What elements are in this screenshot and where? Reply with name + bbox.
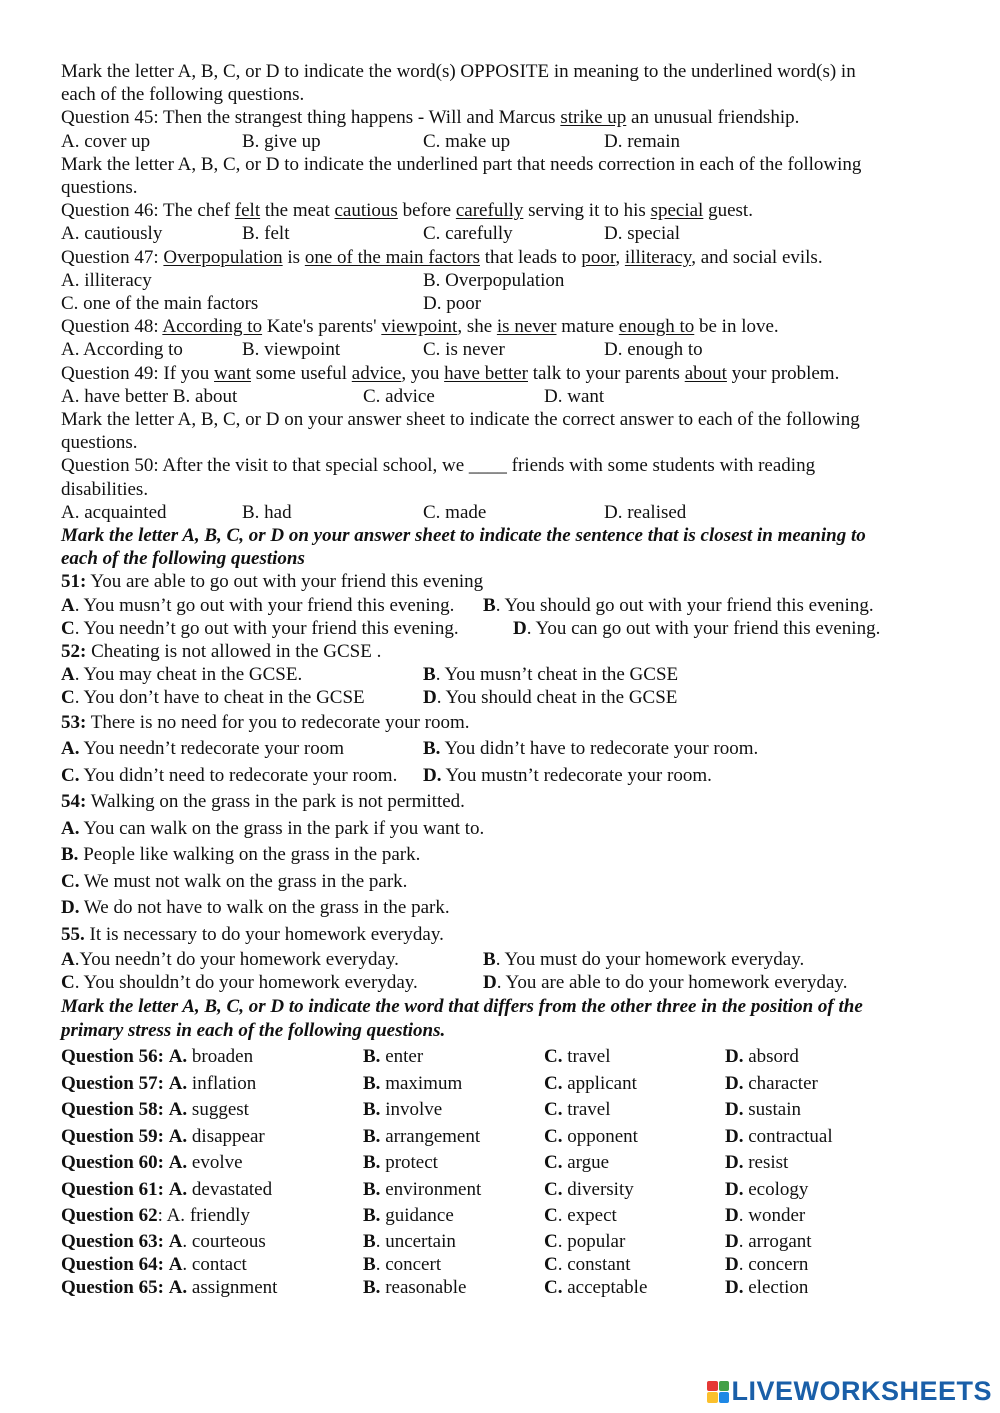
logo-mark-icon <box>707 1381 729 1403</box>
option-b: B. You must do your homework everyday. <box>483 949 805 971</box>
question-48-options <box>61 338 941 361</box>
stress-question-row: Question 58: A. suggest B. involve C. travel D. sustain <box>61 1099 802 1121</box>
question-53: 53: There is no need for you to redecorate your room. <box>61 711 470 733</box>
option-c: C. made <box>423 501 487 523</box>
option-b: B. felt <box>242 223 290 245</box>
stress-question-row: Question 62: A. friendly B. guidance C. expect D. wonder <box>61 1205 806 1227</box>
section-instructions-cont: each of the following questions. <box>61 84 305 106</box>
question-50-options <box>61 501 941 524</box>
question-50-cont: disabilities. <box>61 478 149 500</box>
option-d: D. remain <box>604 130 680 152</box>
question-53-options-ab <box>61 736 941 763</box>
question-52-options-ab <box>61 663 941 686</box>
option-b: B. had <box>242 501 292 523</box>
option-d: D. You mustn’t redecorate your room. <box>423 764 712 786</box>
option-d: D. special <box>604 223 680 245</box>
option-d: D. You can go out with your friend this evening. <box>513 617 881 639</box>
stress-question-row: Question 56: A. broaden B. enter C. travel D. absord <box>61 1046 799 1068</box>
stress-question-row: Question 63: A. courteous B. uncertain C. popular D. arrogant <box>61 1230 812 1252</box>
option-a: A. You can walk on the grass in the park if you want to. <box>61 817 485 839</box>
option-b: B. You didn’t have to redecorate your room. <box>423 738 759 760</box>
section-instructions-cont: primary stress in each of the following questions. <box>61 1019 446 1041</box>
option-c: C. one of the main factors <box>61 293 259 315</box>
option-c: C. We must not walk on the grass in the park. <box>61 870 408 892</box>
question-47: Question 47: Overpopulation is one of the main factors that leads to poor, illiteracy, and social evils. <box>61 246 823 268</box>
question-47-options-cd <box>61 292 941 315</box>
logo-square-blue <box>719 1392 730 1403</box>
option-d: D. want <box>544 385 605 407</box>
option-b: B. You musn’t cheat in the GCSE <box>423 664 679 686</box>
option-d: D. You should cheat in the GCSE <box>423 687 678 709</box>
stress-questions <box>61 1044 941 1299</box>
section-instructions-cont: questions. <box>61 432 138 454</box>
option-c: C. advice <box>363 385 435 407</box>
option-c: C. You needn’t go out with your friend this evening. <box>61 617 459 639</box>
option-a: A. You needn’t redecorate your room <box>61 738 345 760</box>
question-52-options-cd <box>61 686 941 709</box>
question-49-options <box>61 385 941 408</box>
question-51: 51: You are able to go out with your friend this evening <box>61 571 484 593</box>
option-b: B. viewpoint <box>242 339 341 361</box>
option-a: A. acquainted <box>61 501 167 523</box>
option-ab: A. have better B. about <box>61 385 238 407</box>
option-b: B. People like walking on the grass in the park. <box>61 844 421 866</box>
option-c: C. You don’t have to cheat in the GCSE <box>61 687 365 709</box>
option-a: A. cover up <box>61 130 151 152</box>
question-49: Question 49: If you want some useful advice, you have better talk to your parents about your problem. <box>61 362 840 384</box>
question-55-options-ab <box>61 948 941 971</box>
question-45: Question 45: Then the strangest thing happens - Will and Marcus strike up an unusual friendship. <box>61 107 800 129</box>
section-instructions-cont: questions. <box>61 177 138 199</box>
question-51-options-cd <box>61 617 941 640</box>
worksheet-page <box>61 60 941 1299</box>
question-54: 54: Walking on the grass in the park is not permitted. <box>61 791 465 813</box>
option-c: C. make up <box>423 130 511 152</box>
option-a: A. You may cheat in the GCSE. <box>61 664 303 686</box>
option-d: D. realised <box>604 501 687 523</box>
question-46-options <box>61 222 941 245</box>
question-55-options-cd <box>61 971 941 994</box>
question-50: Question 50: After the visit to that special school, we ____ friends with some students with reading <box>61 455 816 477</box>
section-instructions-cont: each of the following questions <box>61 548 305 570</box>
section-instructions: Mark the letter A, B, C, or D to indicate the word that differs from the other three in the position of the <box>61 995 863 1017</box>
option-b: B. You should go out with your friend this evening. <box>483 594 874 616</box>
section-instructions: Mark the letter A, B, C, or D to indicate the word(s) OPPOSITE in meaning to the underlined word(s) in <box>61 61 856 82</box>
stress-question-row: Question 57: A. inflation B. maximum C. applicant D. character <box>61 1072 818 1094</box>
option-d: D. You are able to do your homework everyday. <box>483 972 848 994</box>
option-c: C. carefully <box>423 223 513 245</box>
option-a: A. cautiously <box>61 223 163 245</box>
question-48: Question 48: According to Kate's parents' viewpoint, she is never mature enough to be in love. <box>61 316 779 338</box>
stress-question-row: Question 61: A. devastated B. environment C. diversity D. ecology <box>61 1178 809 1200</box>
option-a: A. illiteracy <box>61 269 152 291</box>
stress-question-row: Question 60: A. evolve B. protect C. argue D. resist <box>61 1152 789 1174</box>
option-d: D. poor <box>423 293 482 315</box>
option-c: C. is never <box>423 339 505 361</box>
section-instructions: Mark the letter A, B, C, or D to indicate the underlined part that needs correction in each of the following <box>61 153 862 175</box>
question-46: Question 46: The chef felt the meat cautious before carefully serving it to his special guest. <box>61 200 753 222</box>
question-45-options <box>61 130 941 153</box>
question-51-options-ab <box>61 594 941 617</box>
option-a: A. You musn’t go out with your friend this evening. <box>61 594 455 616</box>
option-b: B. give up <box>242 130 321 152</box>
question-47-options-ab <box>61 269 941 292</box>
section-instructions: Mark the letter A, B, C, or D on your answer sheet to indicate the correct answer to each of the following <box>61 409 860 431</box>
logo-square-yellow <box>707 1392 718 1403</box>
logo-square-green <box>719 1381 730 1392</box>
option-a: A. According to <box>61 339 183 361</box>
option-a: A.You needn’t do your homework everyday. <box>61 949 399 971</box>
liveworksheets-logo[interactable] <box>707 1376 992 1407</box>
option-c: C. You shouldn’t do your homework everyday. <box>61 972 418 994</box>
stress-question-row: Question 64: A. contact B. concert C. constant D. concern <box>61 1254 809 1275</box>
option-b: B. Overpopulation <box>423 269 565 291</box>
question-52: 52: Cheating is not allowed in the GCSE . <box>61 641 382 663</box>
option-d: D. We do not have to walk on the grass in the park. <box>61 897 450 919</box>
logo-square-red <box>707 1381 718 1392</box>
question-55: 55. It is necessary to do your homework everyday. <box>61 923 444 945</box>
section-instructions: Mark the letter A, B, C, or D on your answer sheet to indicate the sentence that is closest in meaning to <box>61 525 866 547</box>
option-c: C. You didn’t need to redecorate your room. <box>61 764 398 786</box>
stress-question-row: Question 65: A. assignment B. reasonable C. acceptable D. election <box>61 1277 809 1299</box>
question-53-options-cd <box>61 763 941 790</box>
logo-text: LIVEWORKSHEETS <box>731 1376 992 1406</box>
stress-question-row: Question 59: A. disappear B. arrangement C. opponent D. contractual <box>61 1125 833 1147</box>
option-d: D. enough to <box>604 339 703 361</box>
